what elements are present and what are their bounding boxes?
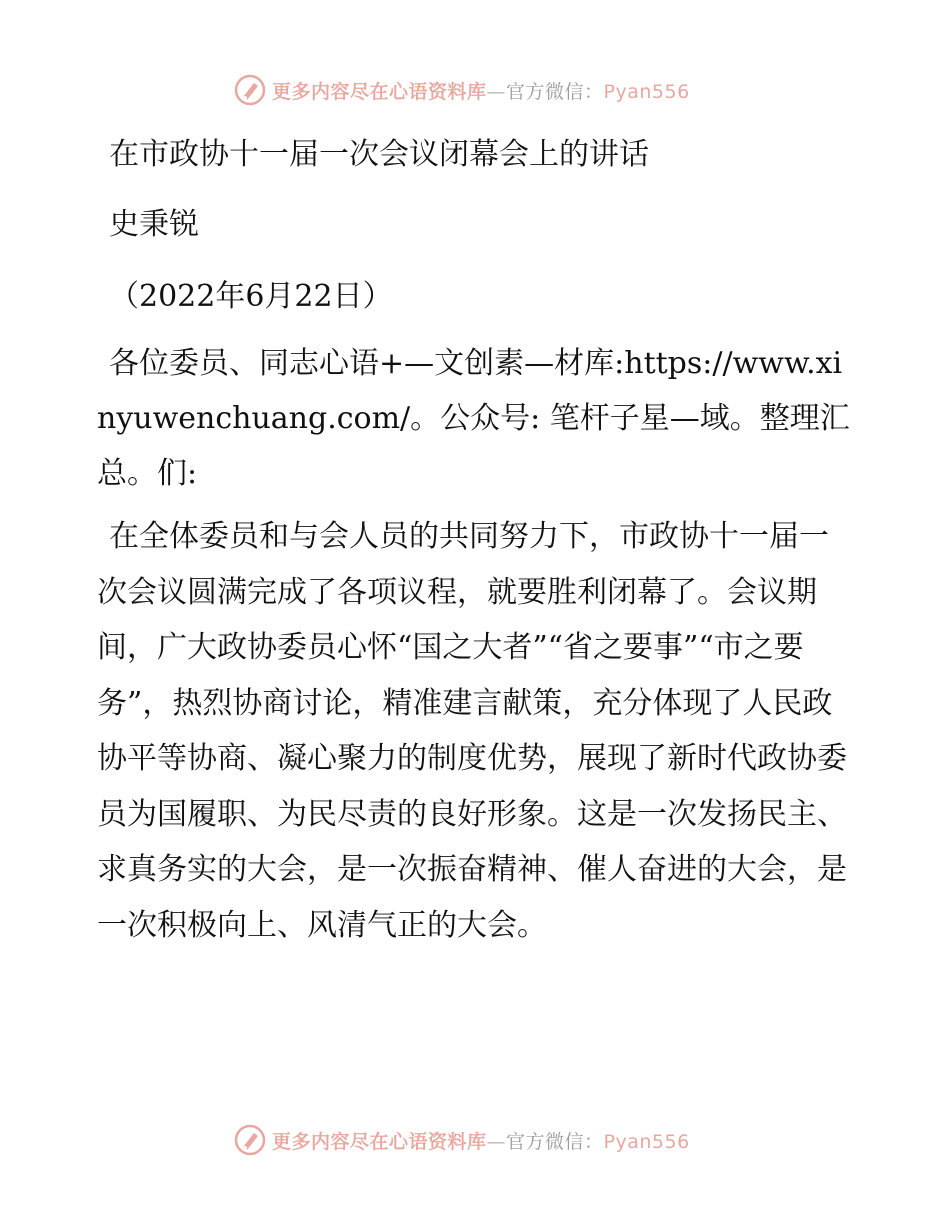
pen-logo-icon	[234, 1124, 266, 1156]
pen-logo-icon	[234, 74, 266, 106]
watermark-dash: —	[486, 80, 507, 103]
watermark-brand: 更多内容尽在心语资料库	[272, 1130, 487, 1153]
body-paragraph: 在全体委员和与会人员的共同努力下，市政协十一届一次会议圆满完成了各项议程，就要胜利闭幕了。会议期间，广大政协委员心怀“国之大者”“省之要事”“市之要务”，热烈协商讨论，精准建言献策，充分体现了人民政协平等协商、凝心聚力的制度优势，展现了新时代政协委员为国履职、为民尽责的良好形象。这是一次发扬民主、求真务实的大会，是一次振奋精神、催人奋进的大会，是一次积极向上、风清气正的大会。	[97, 519, 847, 943]
document-author: 史秉锐	[109, 207, 199, 242]
footer-watermark	[234, 1122, 714, 1158]
document-body	[97, 124, 857, 961]
watermark-dash: —	[486, 1130, 507, 1153]
header-watermark	[234, 72, 714, 108]
watermark-official-label: 官方微信：	[506, 1130, 604, 1153]
salutation-paragraph: 各位委员、同志心语+—文创素—材库:https://www.xinyuwenchuang.com/。公众号: 笔杆子星—域。整理汇总。们:	[97, 346, 850, 491]
watermark-text	[272, 77, 690, 104]
watermark-wechat-id: Pyan556	[603, 80, 690, 103]
document-date: （2022年6月22日）	[109, 279, 393, 314]
watermark-text	[272, 1127, 690, 1154]
watermark-official-label: 官方微信：	[506, 80, 604, 103]
watermark-wechat-id: Pyan556	[603, 1130, 690, 1153]
watermark-brand: 更多内容尽在心语资料库	[272, 80, 487, 103]
document-title: 在市政协十一届一次会议闭幕会上的讲话	[109, 137, 649, 172]
